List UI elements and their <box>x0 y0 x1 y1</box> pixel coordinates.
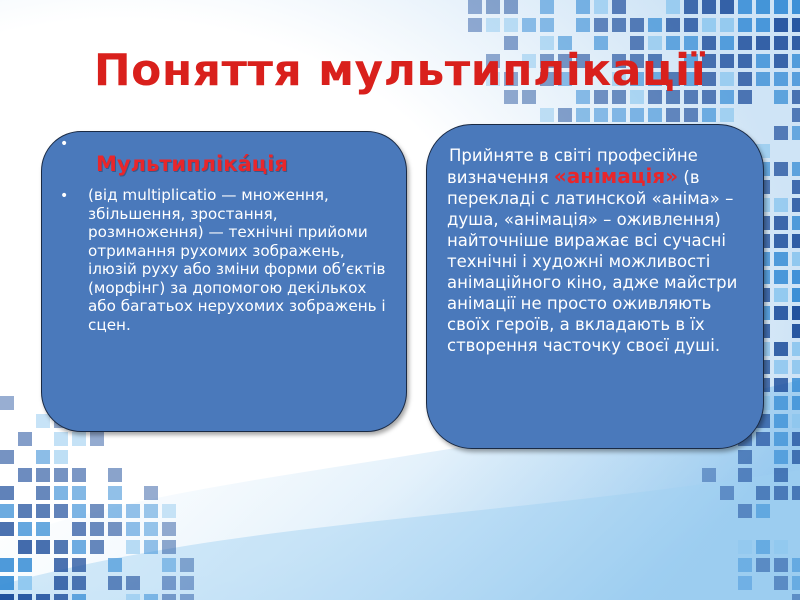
mosaic-square <box>18 594 32 600</box>
mosaic-square <box>18 558 32 572</box>
mosaic-square <box>612 18 626 32</box>
mosaic-square <box>126 540 140 554</box>
mosaic-square <box>774 360 788 374</box>
mosaic-square <box>0 594 14 600</box>
mosaic-square <box>756 0 770 14</box>
mosaic-square <box>792 216 800 230</box>
mosaic-square <box>36 468 50 482</box>
mosaic-square <box>36 414 50 428</box>
mosaic-square <box>792 252 800 266</box>
mosaic-square <box>0 504 14 518</box>
mosaic-square <box>792 180 800 194</box>
mosaic-square <box>162 522 176 536</box>
mosaic-square <box>72 576 86 590</box>
mosaic-square <box>468 0 482 14</box>
mosaic-square <box>90 432 104 446</box>
mosaic-square <box>54 450 68 464</box>
mosaic-square <box>792 18 800 32</box>
page-title: Поняття мультиплікації <box>93 45 707 96</box>
mosaic-square <box>774 0 788 14</box>
mosaic-square <box>594 18 608 32</box>
mosaic-square <box>720 18 734 32</box>
mosaic-square <box>144 504 158 518</box>
mosaic-square <box>738 450 752 464</box>
mosaic-square <box>774 288 788 302</box>
mosaic-square <box>684 108 698 122</box>
mosaic-square <box>0 522 14 536</box>
mosaic-square <box>126 504 140 518</box>
mosaic-square <box>486 0 500 14</box>
mosaic-square <box>0 450 14 464</box>
mosaic-square <box>108 504 122 518</box>
mosaic-square <box>486 18 500 32</box>
mosaic-square <box>756 540 770 554</box>
mosaic-square <box>774 486 788 500</box>
bullet-icon: • <box>60 136 69 152</box>
mosaic-square <box>54 558 68 572</box>
mosaic-square <box>540 18 554 32</box>
mosaic-square <box>774 198 788 212</box>
mosaic-square <box>144 540 158 554</box>
mosaic-square <box>126 576 140 590</box>
mosaic-square <box>54 468 68 482</box>
mosaic-square <box>126 594 140 600</box>
mosaic-square <box>18 576 32 590</box>
mosaic-square <box>792 288 800 302</box>
mosaic-square <box>774 126 788 140</box>
mosaic-square <box>72 486 86 500</box>
mosaic-square <box>684 18 698 32</box>
mosaic-square <box>162 558 176 572</box>
mosaic-square <box>720 108 734 122</box>
mosaic-square <box>756 486 770 500</box>
mosaic-square <box>702 18 716 32</box>
mosaic-square <box>0 558 14 572</box>
mosaic-square <box>792 360 800 374</box>
mosaic-square <box>774 576 788 590</box>
mosaic-square <box>144 486 158 500</box>
mosaic-square <box>36 450 50 464</box>
mosaic-square <box>774 216 788 230</box>
mosaic-square <box>738 0 752 14</box>
mosaic-square <box>702 108 716 122</box>
definition-card <box>41 131 407 432</box>
mosaic-square <box>18 504 32 518</box>
mosaic-square <box>72 594 86 600</box>
mosaic-square <box>72 558 86 572</box>
mosaic-square <box>72 468 86 482</box>
mosaic-square <box>108 468 122 482</box>
mosaic-square <box>72 432 86 446</box>
mosaic-square <box>774 252 788 266</box>
mosaic-square <box>792 558 800 572</box>
mosaic-square <box>792 414 800 428</box>
bullet-icon: • <box>60 188 69 204</box>
mosaic-square <box>738 540 752 554</box>
mosaic-square <box>108 576 122 590</box>
mosaic-square <box>630 18 644 32</box>
mosaic-square <box>468 18 482 32</box>
mosaic-square <box>792 234 800 248</box>
mosaic-square <box>594 108 608 122</box>
mosaic-square <box>738 576 752 590</box>
mosaic-square <box>180 594 194 600</box>
mosaic-square <box>630 108 644 122</box>
mosaic-square <box>54 432 68 446</box>
mosaic-square <box>90 522 104 536</box>
mosaic-square <box>36 486 50 500</box>
mosaic-square <box>162 594 176 600</box>
mosaic-square <box>522 18 536 32</box>
mosaic-square <box>648 18 662 32</box>
mosaic-square <box>774 468 788 482</box>
mosaic-square <box>738 558 752 572</box>
mosaic-square <box>144 594 158 600</box>
mosaic-square <box>666 0 680 14</box>
mosaic-square <box>36 522 50 536</box>
mosaic-square <box>774 540 788 554</box>
mosaic-square <box>774 558 788 572</box>
mosaic-square <box>666 18 680 32</box>
mosaic-square <box>594 0 608 14</box>
mosaic-square <box>774 396 788 410</box>
mosaic-square <box>0 486 14 500</box>
mosaic-square <box>0 576 14 590</box>
mosaic-square <box>792 270 800 284</box>
mosaic-square <box>738 18 752 32</box>
term-heading: Мультипліка́ція <box>96 152 288 176</box>
mosaic-square <box>126 522 140 536</box>
mosaic-square <box>90 540 104 554</box>
mosaic-square <box>738 504 752 518</box>
mosaic-square <box>774 162 788 176</box>
mosaic-square <box>504 0 518 14</box>
mosaic-square <box>774 234 788 248</box>
mosaic-square <box>774 432 788 446</box>
mosaic-square <box>54 504 68 518</box>
mosaic-square <box>54 594 68 600</box>
mosaic-square <box>756 504 770 518</box>
mosaic-square <box>792 432 800 446</box>
mosaic-square <box>54 486 68 500</box>
mosaic-square <box>576 108 590 122</box>
mosaic-square <box>756 558 770 572</box>
mosaic-square <box>756 432 770 446</box>
mosaic-square <box>774 378 788 392</box>
mosaic-square <box>540 0 554 14</box>
mosaic-square <box>612 0 626 14</box>
animation-term: «анімація» <box>553 164 679 188</box>
mosaic-square <box>792 486 800 500</box>
mosaic-square <box>774 342 788 356</box>
mosaic-square <box>162 504 176 518</box>
mosaic-square <box>720 486 734 500</box>
empty-bullet-row <box>60 136 390 150</box>
mosaic-square <box>792 0 800 14</box>
mosaic-square <box>792 306 800 320</box>
animation-card <box>426 124 764 449</box>
mosaic-square <box>576 0 590 14</box>
mosaic-square <box>702 468 716 482</box>
mosaic-square <box>774 306 788 320</box>
mosaic-square <box>774 450 788 464</box>
mosaic-square <box>774 414 788 428</box>
mosaic-square <box>792 450 800 464</box>
mosaic-square <box>0 396 14 410</box>
mosaic-square <box>792 162 800 176</box>
mosaic-square <box>792 108 800 122</box>
mosaic-square <box>108 522 122 536</box>
mosaic-square <box>738 468 752 482</box>
mosaic-square <box>108 558 122 572</box>
mosaic-square <box>72 504 86 518</box>
mosaic-square <box>648 108 662 122</box>
mosaic-square <box>162 540 176 554</box>
mosaic-square <box>792 324 800 338</box>
mosaic-square <box>54 540 68 554</box>
mosaic-square <box>504 18 518 32</box>
definition-bullet-row <box>60 186 390 334</box>
animation-intro-text: Прийняте в світі професійне визначення <box>447 146 698 187</box>
mosaic-square <box>180 558 194 572</box>
mosaic-square <box>18 540 32 554</box>
mosaic-square <box>792 396 800 410</box>
mosaic-square <box>792 594 800 600</box>
mosaic-square <box>18 468 32 482</box>
mosaic-square <box>180 576 194 590</box>
mosaic-square <box>792 378 800 392</box>
mosaic-square <box>558 108 572 122</box>
mosaic-square <box>612 108 626 122</box>
mosaic-square <box>774 18 788 32</box>
mosaic-square <box>72 522 86 536</box>
definition-text: (від multiplicatio — множення, збільшення, зростання, розмноження) — технічні прийоми отримання рухомих зображень, ілюзій руху або зміни форми об’єктів (морфінг) за допомогою декількох або багатьох нерухомих зображень і сцен. <box>88 186 386 334</box>
mosaic-square <box>108 486 122 500</box>
mosaic-square <box>162 576 176 590</box>
mosaic-square <box>540 108 554 122</box>
mosaic-square <box>756 18 770 32</box>
mosaic-square <box>90 504 104 518</box>
mosaic-square <box>666 108 680 122</box>
mosaic-square <box>54 576 68 590</box>
mosaic-square <box>774 270 788 284</box>
mosaic-square <box>792 126 800 140</box>
mosaic-square <box>144 522 158 536</box>
mosaic-square <box>792 342 800 356</box>
mosaic-square <box>702 0 716 14</box>
mosaic-square <box>792 198 800 212</box>
mosaic-square <box>576 18 590 32</box>
mosaic-square <box>720 0 734 14</box>
mosaic-square <box>684 0 698 14</box>
mosaic-square <box>18 522 32 536</box>
mosaic-square <box>18 432 32 446</box>
mosaic-square <box>72 540 86 554</box>
animation-body-text: (в перекладі с латинской «аніма» – душа, «анімація» – оживлення) найточніше виражає всі сучасні технічні і художні можливості анімаційного кіно, адже майстри анімації не просто оживляють своїх героїв, а вкладають в їх створення часточку своєї душі. <box>447 168 738 355</box>
mosaic-square <box>36 504 50 518</box>
mosaic-square <box>36 540 50 554</box>
mosaic-square <box>792 576 800 590</box>
mosaic-square <box>36 594 50 600</box>
